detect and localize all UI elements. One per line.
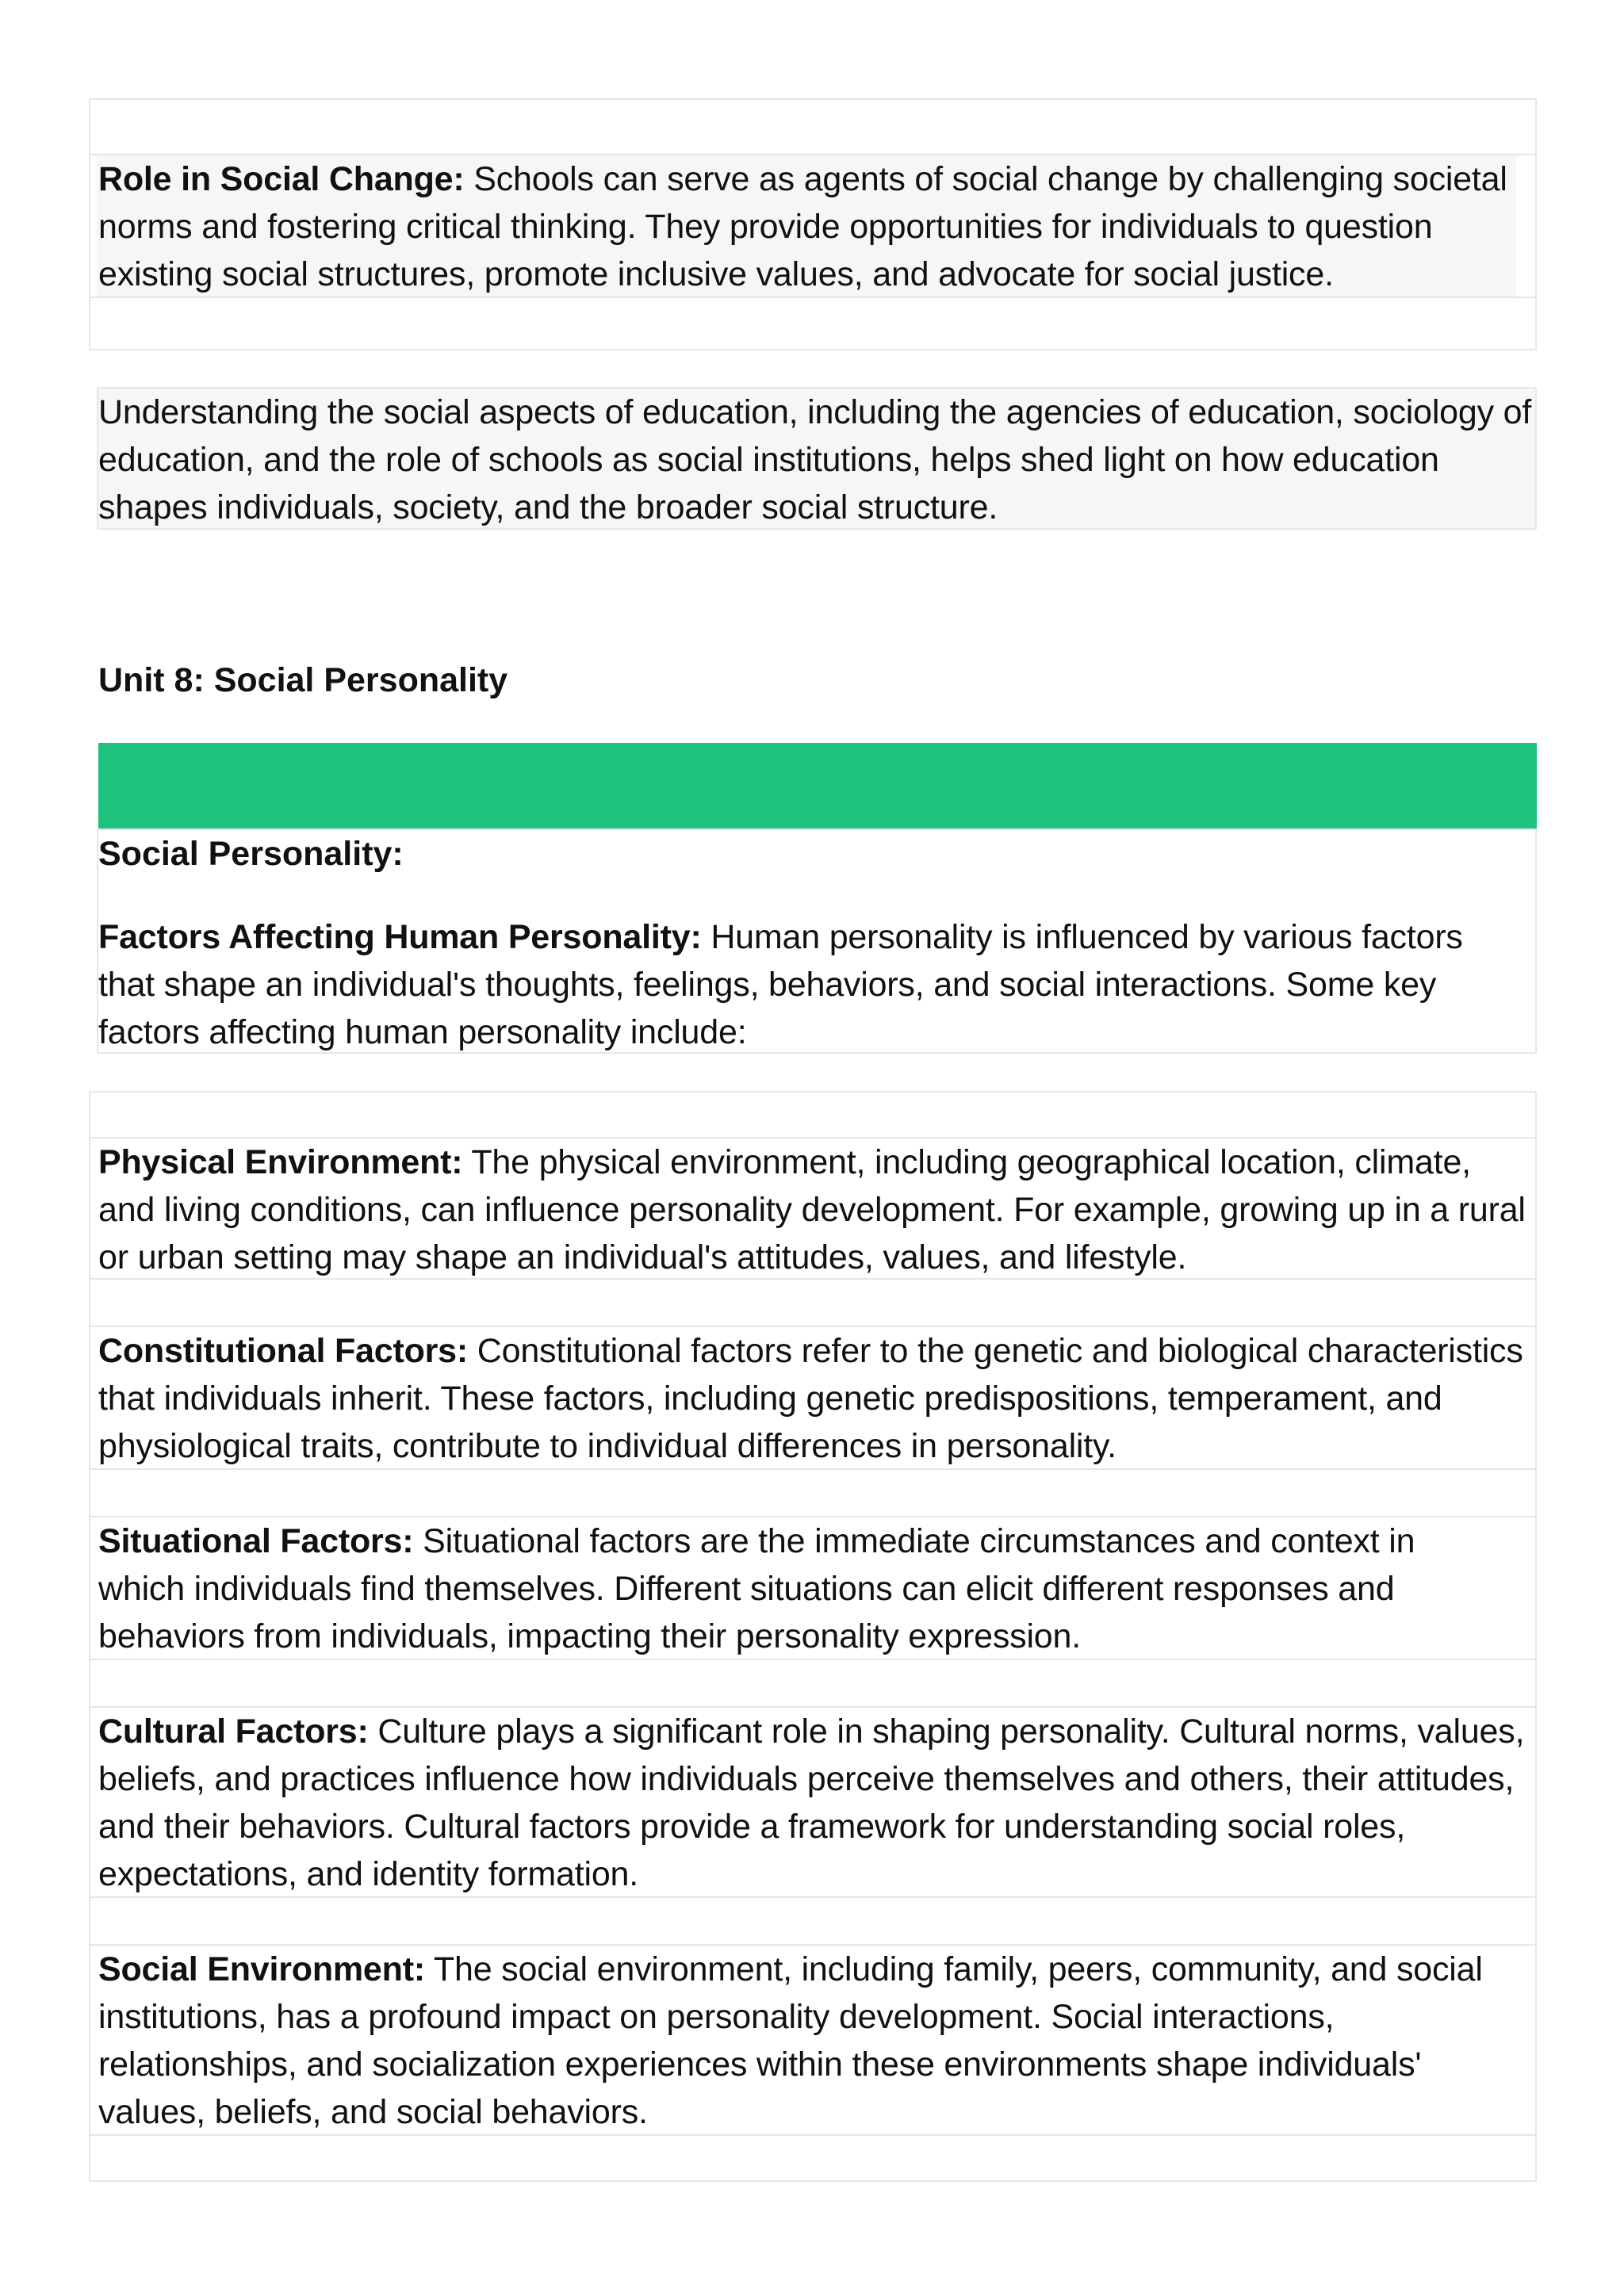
- role-in-social-change-body: Schools can serve as agents of social change by challenging societal norms and fostering critical thinking. They provide opportunities for individuals to question existing social structures, promote inclusive values, and advocate for social justice.: [98, 160, 1507, 293]
- factors-affecting-paragraph: [98, 913, 1526, 1056]
- empty-row: [89, 1896, 1537, 1946]
- factors-affecting-title: Factors Affecting Human Personality:: [98, 918, 702, 956]
- empty-row: [89, 297, 1537, 350]
- physical-environment-title: Physical Environment:: [98, 1143, 463, 1181]
- empty-row: [89, 2134, 1537, 2182]
- understanding-paragraph: [98, 388, 1549, 531]
- social-environment-title: Social Environment:: [98, 1950, 425, 1988]
- cultural-factors-body: Culture plays a significant role in shaping personality. Cultural norms, values, beliefs, and practices influence how individuals perceive themselves and others, their attitudes, and their behaviors. Cultural factors provide a framework for understanding social roles, expectations, and identity formation.: [98, 1712, 1525, 1893]
- constitutional-factors-paragraph: [98, 1327, 1526, 1470]
- empty-row: [89, 98, 1537, 155]
- role-in-social-change-paragraph: [98, 155, 1542, 298]
- empty-row: [89, 1091, 1537, 1138]
- situational-factors-body: Situational factors are the immediate circumstances and context in which individuals find themselves. Different situations can elicit different responses and behaviors from individuals, impacting their personality expression.: [98, 1522, 1415, 1655]
- cultural-factors-paragraph: [98, 1708, 1535, 1898]
- physical-environment-body: The physical environment, including geographical location, climate, and living conditions, can influence personality development. For example, growing up in a rural or urban setting may shape an individual's attitudes, values, and lifestyle.: [98, 1143, 1526, 1276]
- social-environment-body: The social environment, including family, peers, community, and social institutions, has a profound impact on personality development. Social interactions, relationships, and socialization experiences within these environments shape individuals' values, beliefs, and social behaviors.: [98, 1950, 1483, 2131]
- social-environment-paragraph: [98, 1946, 1535, 2136]
- situational-factors-title: Situational Factors:: [98, 1522, 414, 1560]
- accent-bar: [98, 743, 1537, 828]
- cultural-factors-title: Cultural Factors:: [98, 1712, 369, 1751]
- role-in-social-change-title: Role in Social Change:: [98, 160, 465, 198]
- unit-heading: Unit 8: Social Personality: [98, 661, 508, 699]
- factors-affecting-body: Human personality is influenced by various factors that shape an individual's thoughts, feelings, behaviors, and social interactions. Some key factors affecting human personality include:: [98, 918, 1463, 1051]
- constitutional-factors-title: Constitutional Factors:: [98, 1332, 469, 1370]
- empty-row: [89, 1278, 1537, 1327]
- constitutional-factors-body: Constitutional factors refer to the genetic and biological characteristics that individuals inherit. These factors, including genetic predispositions, temperament, and physiological traits, contribute to individual differences in personality.: [98, 1332, 1523, 1465]
- understanding-body: Understanding the social aspects of education, including the agencies of education, sociology of education, and the role of schools as social institutions, helps shed light on how education shapes individuals, society, and the broader social structure.: [98, 393, 1532, 526]
- empty-row: [89, 1659, 1537, 1708]
- physical-environment-paragraph: [98, 1138, 1526, 1281]
- situational-factors-paragraph: [98, 1517, 1510, 1660]
- empty-row: [89, 1468, 1537, 1517]
- social-personality-heading: Social Personality:: [98, 835, 404, 873]
